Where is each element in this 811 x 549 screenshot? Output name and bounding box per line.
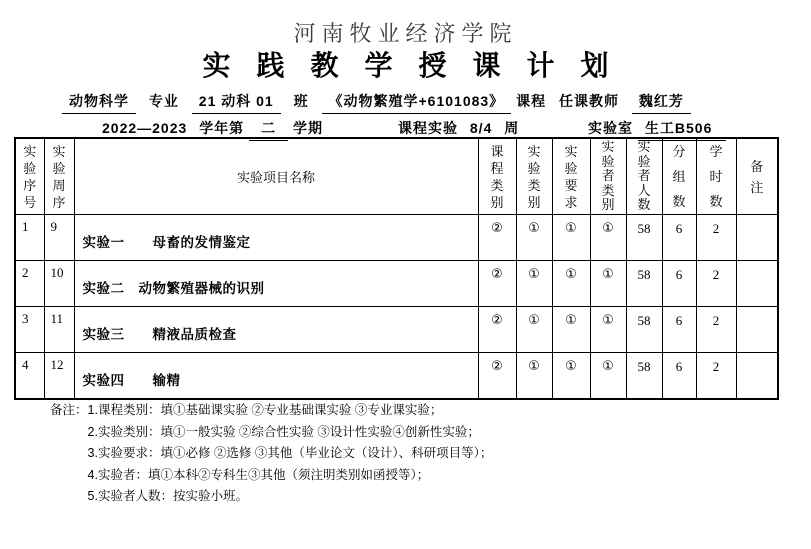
col-header-subject-type: 实验者类别 xyxy=(590,138,626,215)
cell-subject-count: 58 xyxy=(626,307,662,353)
cell-seq: 1 xyxy=(15,215,44,261)
cell-subject-count: 58 xyxy=(626,261,662,307)
col-header-hours: 学时数 xyxy=(696,138,736,215)
school-year-label: 学年第 xyxy=(199,120,245,136)
cell-week: 9 xyxy=(44,215,74,261)
cell-experiment-name: 实验三 精液品质检查 xyxy=(74,307,478,353)
col-header-seq: 实验序号 xyxy=(15,138,44,215)
footnote-line: 1.课程类别：填①基础课实验 ②专业基础课实验 ③专业课实验； xyxy=(87,403,443,417)
lab-value: 生工B506 xyxy=(638,118,726,141)
col-header-exp-req: 实验要求 xyxy=(552,138,590,215)
cell-exp-req: ① xyxy=(552,215,590,261)
col-header-remark: 备注 xyxy=(736,138,778,215)
course-experiment-value: 8/4 xyxy=(463,120,499,139)
cell-exp-type: ① xyxy=(516,261,552,307)
cell-hours: 2 xyxy=(696,215,736,261)
cell-groups: 6 xyxy=(662,261,696,307)
col-header-exp-type: 实验类别 xyxy=(516,138,552,215)
table-row xyxy=(15,307,778,353)
col-header-name: 实验项目名称 xyxy=(74,138,478,215)
cell-exp-type: ① xyxy=(516,215,552,261)
cell-hours: 2 xyxy=(696,261,736,307)
page-title: 实践教学授课计划 xyxy=(202,50,635,81)
table-row xyxy=(15,215,778,261)
col-header-week: 实验周序 xyxy=(44,138,74,215)
term-value: 二 xyxy=(249,118,288,141)
course-experiment-group xyxy=(398,118,519,139)
col-header-course-type: 课程类别 xyxy=(478,138,516,215)
footnote-line: 4.实验者：填①本科②专科生③其他（须注明类别如函授等）； xyxy=(87,467,430,482)
cell-week: 10 xyxy=(44,261,74,307)
cell-subject-count: 58 xyxy=(626,215,662,261)
major-value: 动物科学 xyxy=(62,91,136,114)
cell-hours: 2 xyxy=(696,353,736,399)
cell-experiment-name: 实验一 母畜的发情鉴定 xyxy=(74,215,478,261)
class-label: 班 xyxy=(293,93,309,109)
col-header-subject-count: 实验者人数 xyxy=(626,138,662,215)
col-header-groups: 分组数 xyxy=(662,138,696,215)
week-label: 周 xyxy=(504,120,520,136)
footnotes xyxy=(50,400,492,508)
cell-week: 11 xyxy=(44,307,74,353)
term-label: 学期 xyxy=(292,120,323,136)
cell-groups: 6 xyxy=(662,353,696,399)
cell-subject-type: ① xyxy=(590,353,626,399)
cell-remark xyxy=(736,307,778,353)
cell-exp-type: ① xyxy=(516,353,552,399)
cell-remark xyxy=(736,353,778,399)
teacher-label: 任课教师 xyxy=(558,93,619,109)
cell-exp-req: ① xyxy=(552,307,590,353)
cell-seq: 3 xyxy=(15,307,44,353)
school-year-value: 2022—2023 xyxy=(95,120,194,139)
cell-remark xyxy=(736,215,778,261)
cell-exp-req: ① xyxy=(552,261,590,307)
cell-experiment-name: 实验二 动物繁殖器械的识别 xyxy=(74,261,478,307)
cell-groups: 6 xyxy=(662,215,696,261)
cell-course-type: ② xyxy=(478,215,516,261)
cell-experiment-name: 实验四 输精 xyxy=(74,353,478,399)
cell-exp-type: ① xyxy=(516,307,552,353)
table-header-row xyxy=(15,138,778,215)
table-row xyxy=(15,261,778,307)
course-info-line xyxy=(62,91,691,114)
footnotes-label: 备注： xyxy=(50,403,88,417)
lab-label: 实验室 xyxy=(588,120,633,136)
cell-course-type: ② xyxy=(478,261,516,307)
cell-seq: 4 xyxy=(15,353,44,399)
cell-seq: 2 xyxy=(15,261,44,307)
course-value: 《动物繁殖学+6101083》 xyxy=(322,91,512,114)
cell-course-type: ② xyxy=(478,353,516,399)
table-row xyxy=(15,353,778,399)
footnotes-list xyxy=(88,400,493,508)
cell-hours: 2 xyxy=(696,307,736,353)
cell-subject-type: ① xyxy=(590,261,626,307)
cell-course-type: ② xyxy=(478,307,516,353)
plan-table xyxy=(14,137,779,400)
cell-remark xyxy=(736,261,778,307)
cell-subject-type: ① xyxy=(590,215,626,261)
footnote-line: 3.实验要求：填①必修 ②选修 ③其他（毕业论文（设计）、科研项目等）； xyxy=(87,446,493,461)
major-label: 专业 xyxy=(148,93,179,109)
cell-subject-count: 58 xyxy=(626,353,662,399)
cell-groups: 6 xyxy=(662,307,696,353)
cell-exp-req: ① xyxy=(552,353,590,399)
course-experiment-label: 课程实验 xyxy=(398,120,458,136)
course-label: 课程 xyxy=(516,93,547,109)
cell-week: 12 xyxy=(44,353,74,399)
school-name: 河南牧业经济学院 xyxy=(293,21,518,46)
class-value: 21 动科 01 xyxy=(192,91,281,114)
teacher-value: 魏红芳 xyxy=(632,91,691,114)
footnote-line: 5.实验者人数：按实验小班。 xyxy=(87,489,248,504)
footnote-line: 2.实验类别：填①一般实验 ②综合性实验 ③设计性实验④创新性实验； xyxy=(87,424,480,439)
cell-subject-type: ① xyxy=(590,307,626,353)
